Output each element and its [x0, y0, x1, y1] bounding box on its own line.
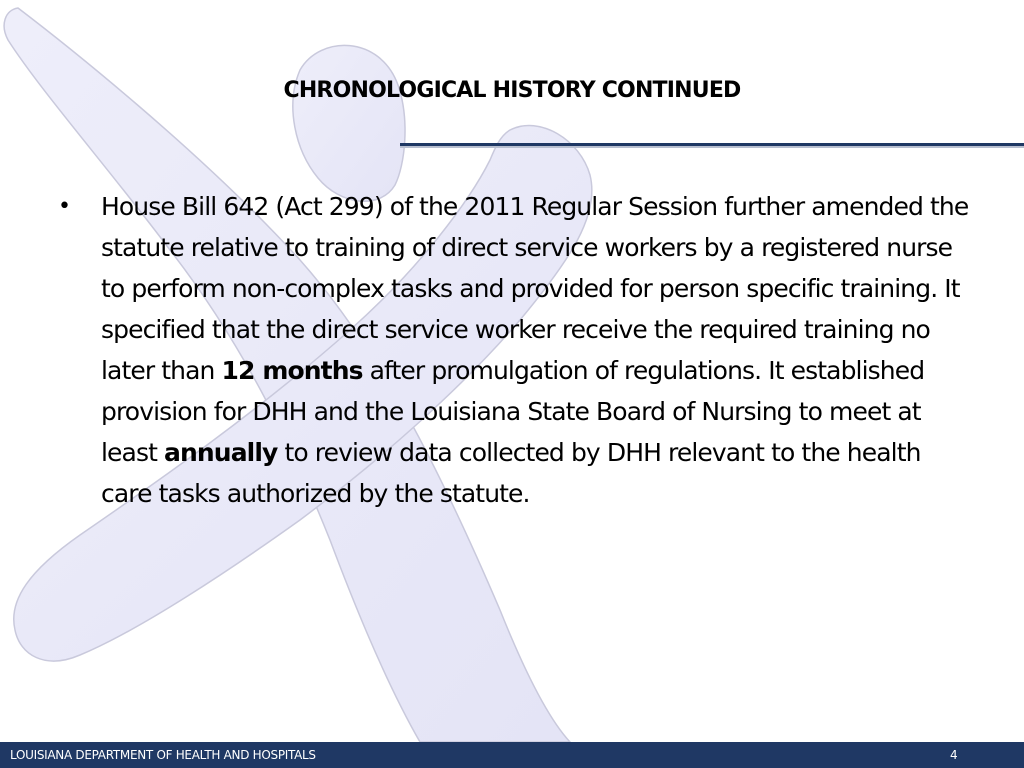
bullet-text-part: after promulgation of regulations. It established provision for DHH and the Louisiana State Board of Nursing to meet at least — [101, 356, 925, 467]
bullet-text-part: to review data collected by DHH relevant to the health care tasks authorized by the statute. — [101, 438, 921, 508]
slide-title: CHRONOLOGICAL HISTORY CONTINUED — [283, 78, 741, 103]
bullet-text-emphasis: 12 months — [221, 356, 363, 385]
page-number: 4 — [950, 748, 958, 762]
title-divider-shadow — [400, 146, 1024, 148]
footer-organization: LOUISIANA DEPARTMENT OF HEALTH AND HOSPITALS — [10, 748, 316, 762]
footer-bar — [0, 742, 1024, 768]
bullet-text-emphasis: annually — [164, 438, 278, 467]
slide-body — [56, 186, 976, 514]
bullet-icon: • — [58, 194, 71, 219]
bullet-item — [56, 186, 976, 514]
bullet-text-part: House Bill 642 (Act 299) of the 2011 Regular Session further amended the statute relative to training of direct service workers by a registered nurse to perform non-complex tasks and provided for person specific training. It specified that the direct service worker receive the required training no later than — [101, 192, 969, 385]
